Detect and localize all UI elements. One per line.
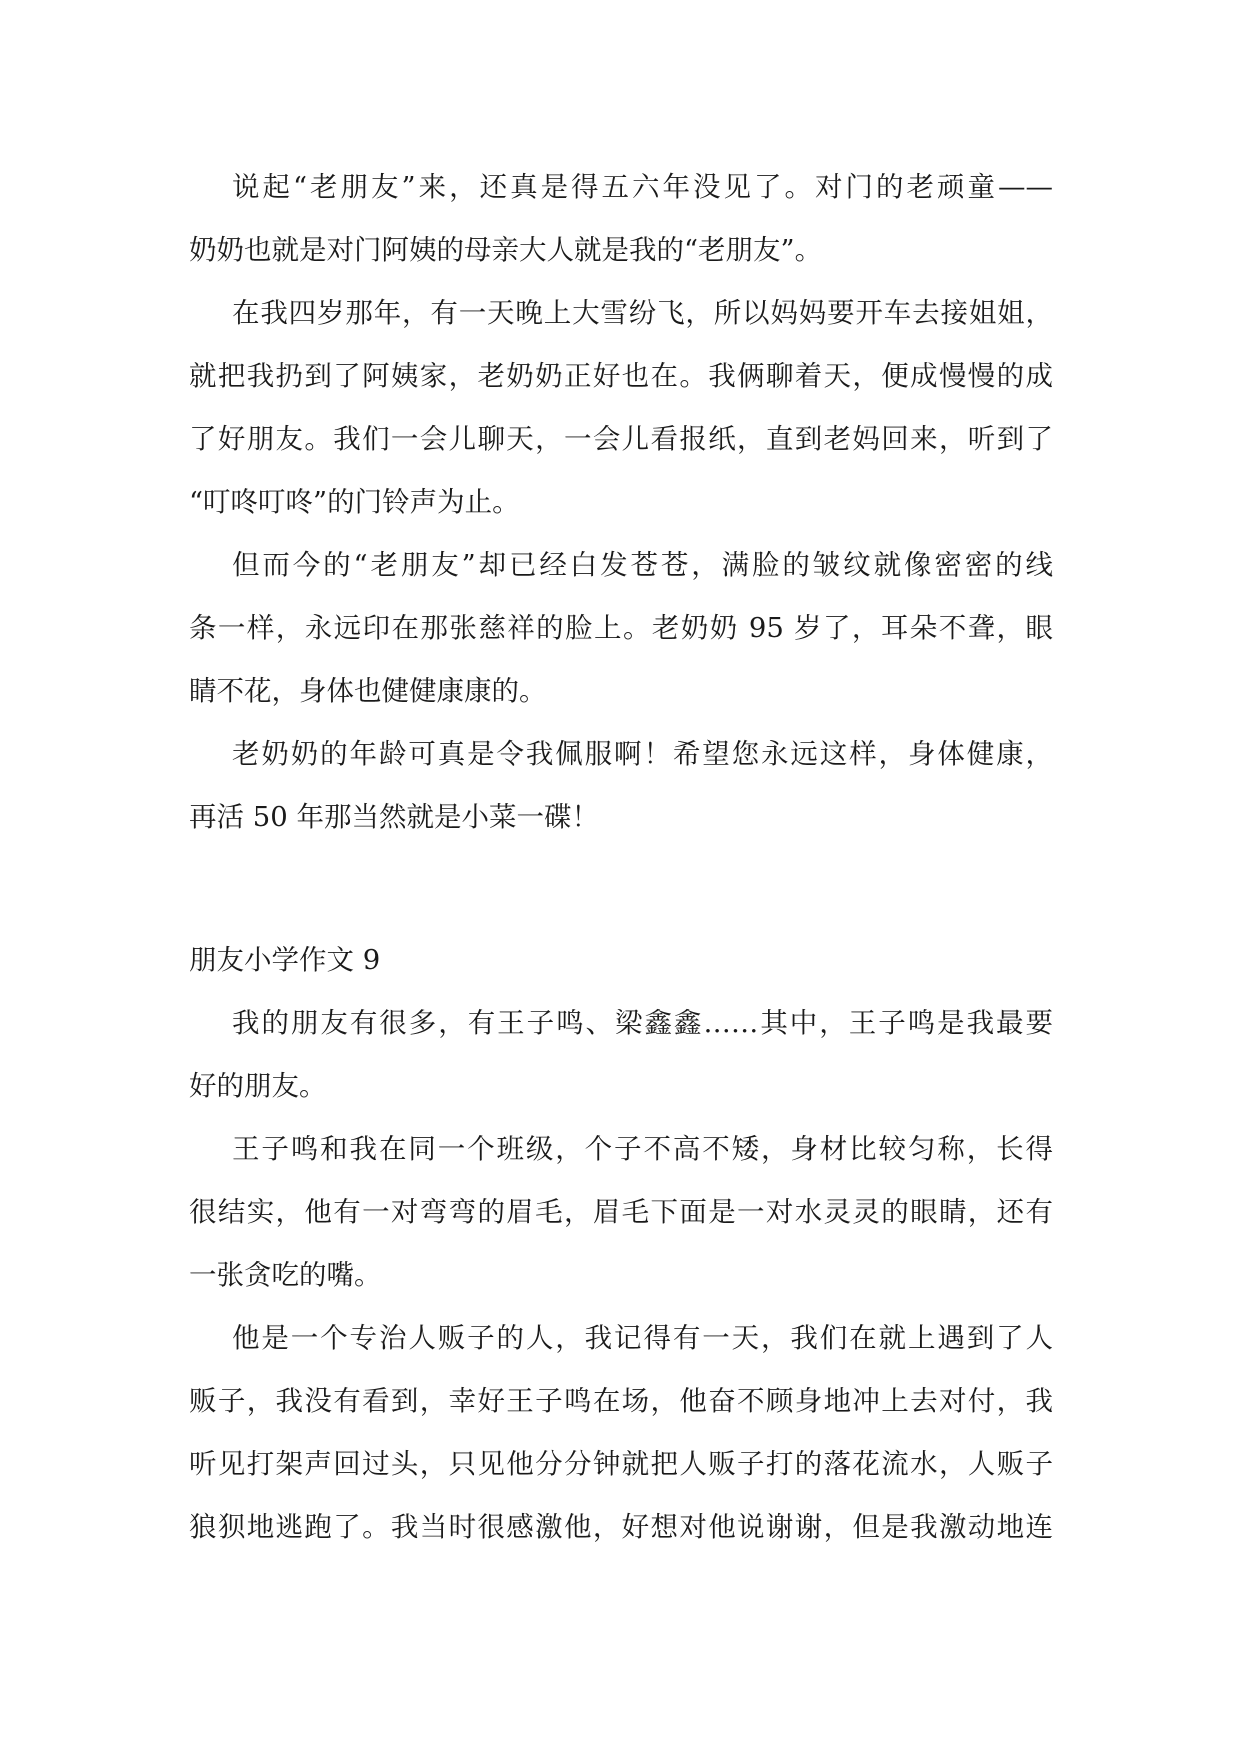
text-line: 睛不花，身体也健健康康的。 bbox=[189, 675, 547, 707]
text-line: 条一样，永远印在那张慈祥的脸上。老奶奶 95 岁了，耳朵不聋，眼 bbox=[189, 612, 1053, 644]
text-line: 他是一个专治人贩子的人，我记得有一天，我们在就上遇到了人 bbox=[232, 1322, 1053, 1354]
text-line: 狼狈地逃跑了。我当时很感激他，好想对他说谢谢，但是我激动地连 bbox=[189, 1511, 1053, 1543]
text-line: 说起“老朋友”来，还真是得五六年没见了。对门的老顽童—— bbox=[232, 171, 1053, 203]
text-line: 再活 50 年那当然就是小菜一碟！ bbox=[189, 801, 599, 833]
text-line: 奶奶也就是对门阿姨的母亲大人就是我的“老朋友”。 bbox=[189, 234, 823, 266]
text-line: 贩子，我没有看到，幸好王子鸣在场，他奋不顾身地冲上去对付，我 bbox=[189, 1385, 1053, 1417]
text-line: 但而今的“老朋友”却已经白发苍苍，满脸的皱纹就像密密的线 bbox=[232, 549, 1053, 581]
text-line: 一张贪吃的嘴。 bbox=[189, 1259, 382, 1291]
text-line: 好的朋友。 bbox=[189, 1070, 327, 1102]
text-line: 我的朋友有很多，有王子鸣、梁鑫鑫……其中，王子鸣是我最要 bbox=[232, 1007, 1053, 1039]
text-line: 在我四岁那年，有一天晚上大雪纷飞，所以妈妈要开车去接姐姐， bbox=[232, 297, 1053, 329]
text-line: 很结实，他有一对弯弯的眉毛，眉毛下面是一对水灵灵的眼睛，还有 bbox=[189, 1196, 1053, 1228]
text-line: 老奶奶的年龄可真是令我佩服啊！希望您永远这样，身体健康， bbox=[232, 738, 1053, 770]
text-line: “叮咚叮咚”的门铃声为止。 bbox=[189, 486, 520, 518]
text-line: 了好朋友。我们一会儿聊天，一会儿看报纸，直到老妈回来，听到了 bbox=[189, 423, 1053, 455]
section-title: 朋友小学作文 9 bbox=[189, 944, 381, 976]
text-line: 就把我扔到了阿姨家，老奶奶正好也在。我俩聊着天，便成慢慢的成 bbox=[189, 360, 1053, 392]
text-line: 听见打架声回过头，只见他分分钟就把人贩子打的落花流水，人贩子 bbox=[189, 1448, 1053, 1480]
text-line: 王子鸣和我在同一个班级，个子不高不矮，身材比较匀称，长得 bbox=[232, 1133, 1053, 1165]
